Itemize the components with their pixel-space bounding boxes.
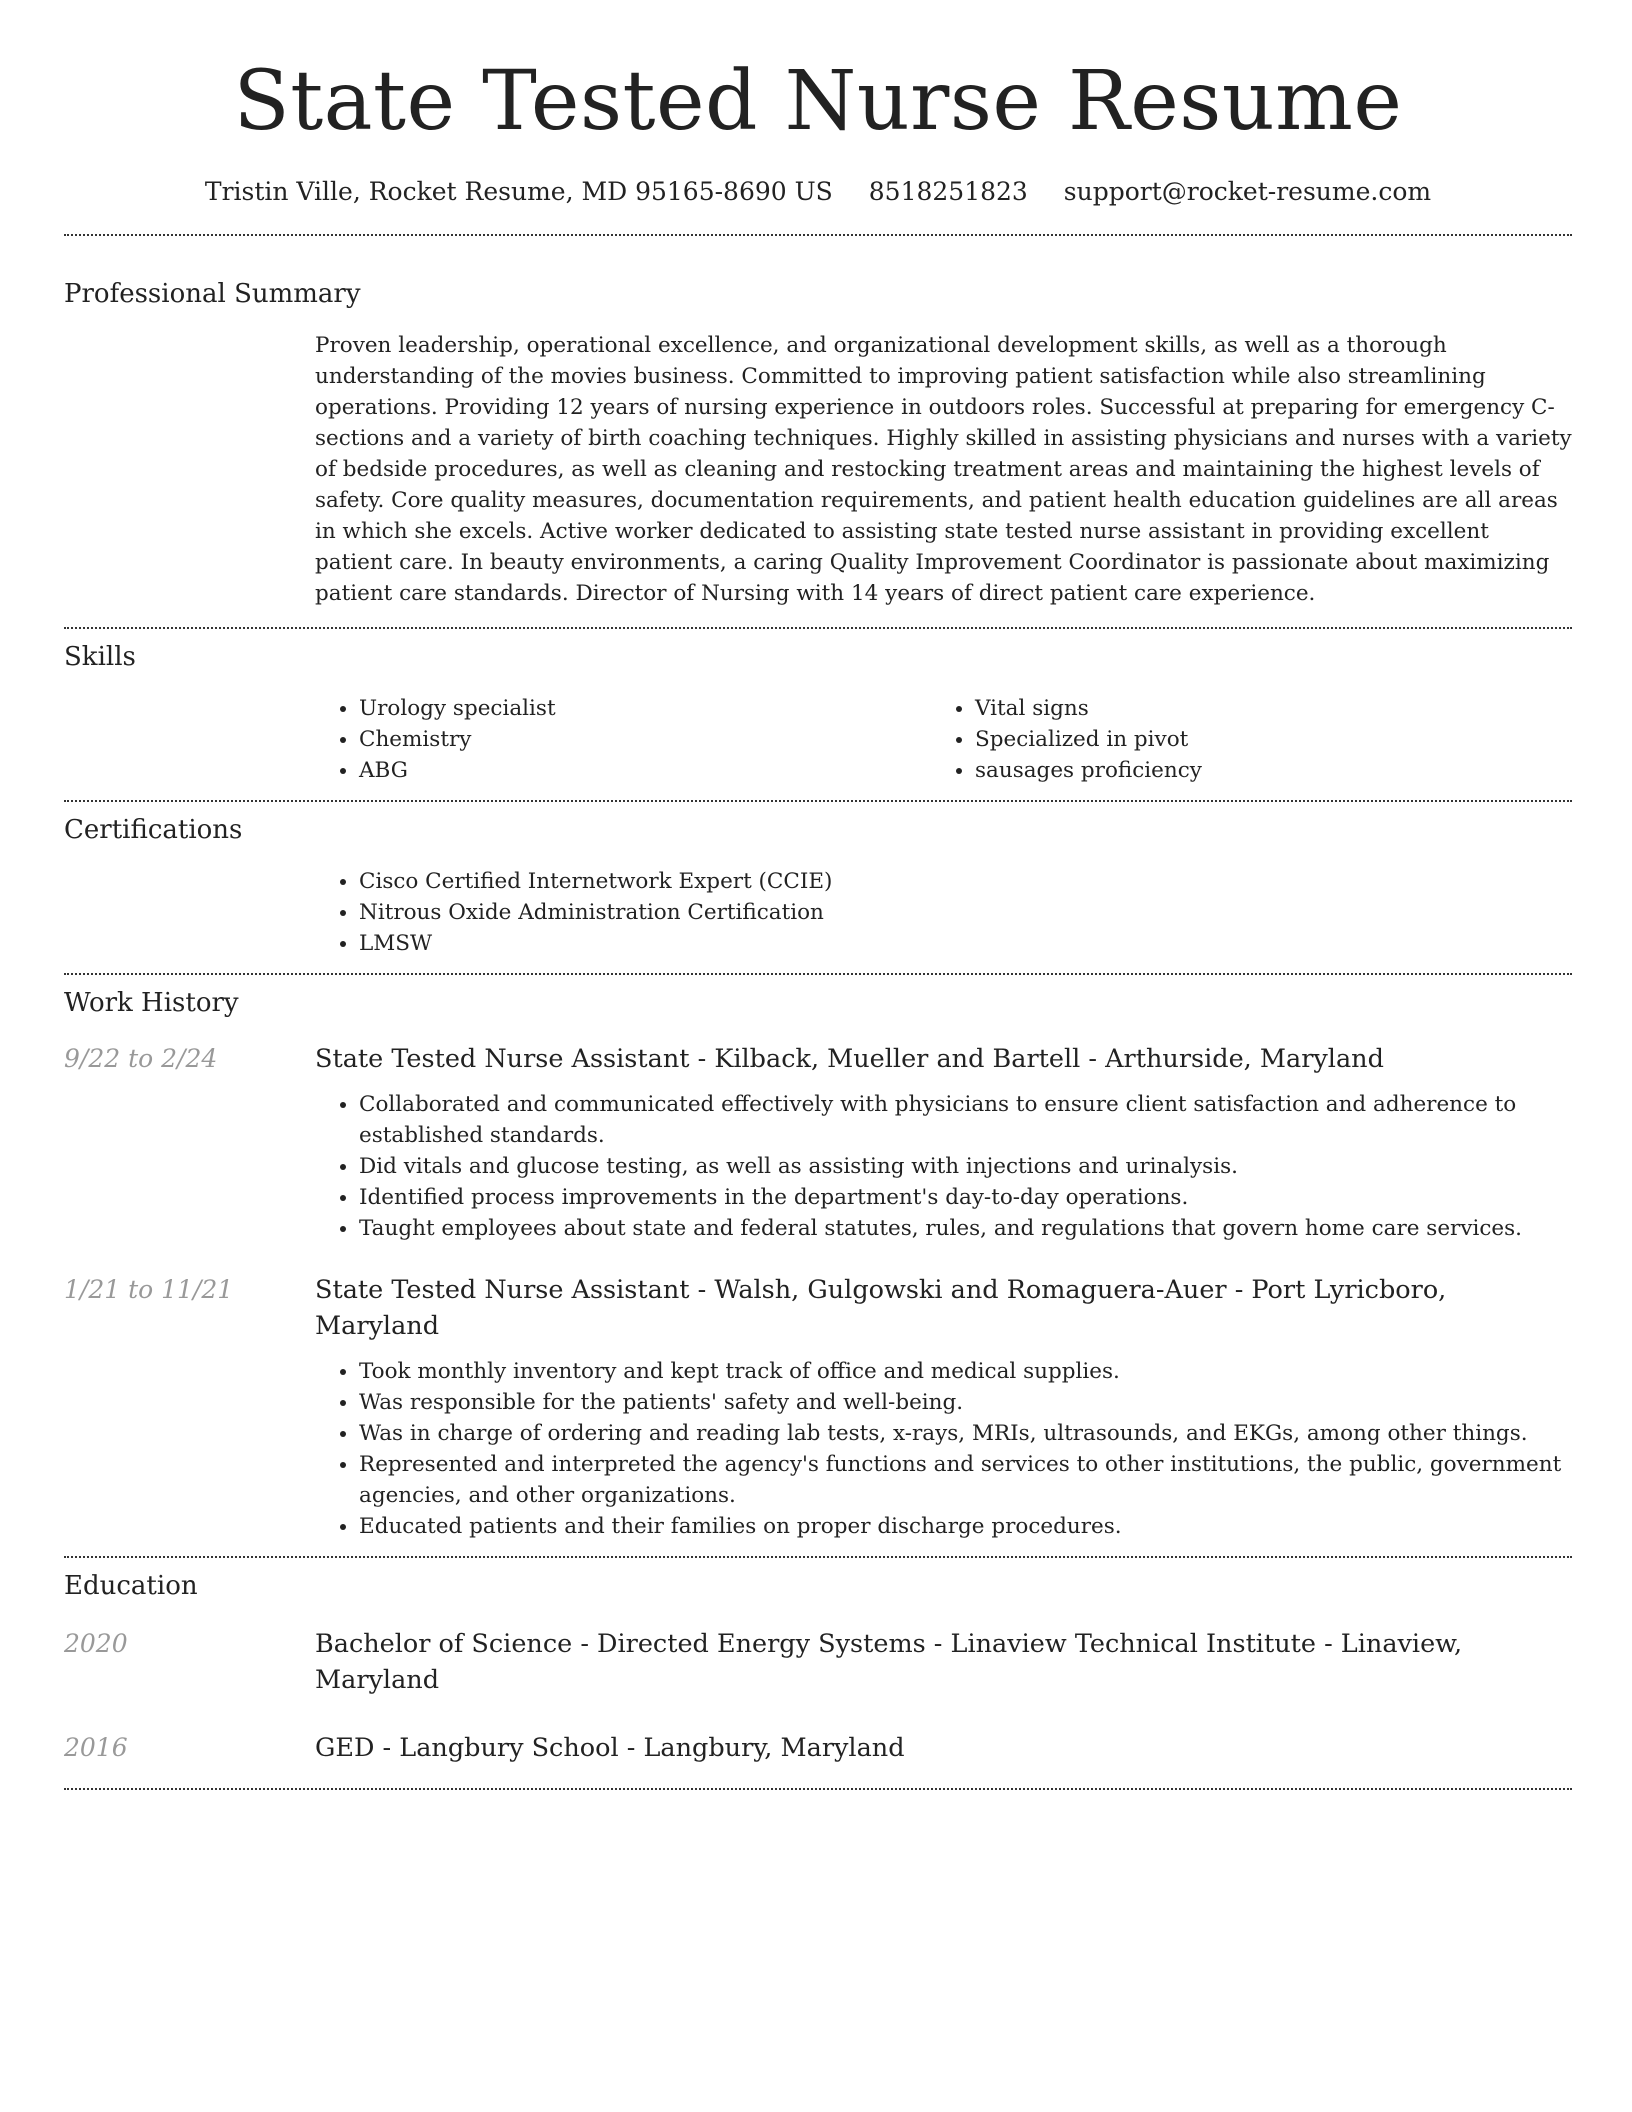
resume-title: State Tested Nurse Resume	[233, 54, 1403, 149]
skill-item: • Urology specialist	[359, 693, 931, 724]
contact-line	[64, 174, 1572, 210]
job-dates: 9/22 to 2/24	[64, 1044, 218, 1073]
education-year: 2016	[64, 1733, 128, 1762]
summary-heading: Professional Summary	[64, 279, 361, 309]
contact-phone: 8518251823	[868, 177, 1028, 206]
resume-page	[64, 0, 1572, 1790]
job-duty: • Represented and interpreted the agency's functions and services to other institutions, the public, government agencies, and other organizations.	[359, 1449, 1572, 1511]
skills-column-left	[315, 693, 931, 786]
job-duty: • Did vitals and glucose testing, as well as assisting with injections and urinalysis.	[359, 1151, 1572, 1182]
job-entry	[64, 1041, 1572, 1244]
education-entry	[64, 1730, 1572, 1766]
skills-heading: Skills	[64, 642, 136, 672]
divider	[64, 1788, 1572, 1790]
skill-item: • Chemistry	[359, 724, 931, 755]
certification-item: • Nitrous Oxide Administration Certification	[359, 897, 1572, 928]
skills-column-right	[931, 693, 1547, 786]
skill-item: • sausages proficiency	[975, 755, 1547, 786]
job-duty: • Taught employees about state and federal statutes, rules, and regulations that govern home care services.	[359, 1213, 1572, 1244]
skill-item: • ABG	[359, 755, 931, 786]
job-duties	[315, 1089, 1572, 1244]
skills-list	[315, 693, 1572, 786]
job-header	[64, 1041, 1572, 1077]
job-duties	[315, 1356, 1572, 1542]
job-duty: • Identified process improvements in the department's day-to-day operations.	[359, 1182, 1572, 1213]
certifications-section	[64, 812, 1572, 959]
summary-section	[64, 276, 1572, 609]
skill-item: • Vital signs	[975, 693, 1547, 724]
certification-item: • LMSW	[359, 928, 1572, 959]
education-section	[64, 1568, 1572, 1766]
education-entry	[64, 1626, 1572, 1698]
job-dates: 1/21 to 11/21	[64, 1275, 234, 1304]
divider	[64, 234, 1572, 236]
certification-item: • Cisco Certified Internetwork Expert (CCIE)	[359, 866, 1572, 897]
job-entry	[64, 1272, 1572, 1542]
job-duty: • Was in charge of ordering and reading lab tests, x-rays, MRIs, ultrasounds, and EKGs, among other things.	[359, 1418, 1572, 1449]
job-header	[64, 1272, 1572, 1344]
divider	[64, 627, 1572, 629]
education-detail: GED - Langbury School - Langbury, Maryland	[315, 1733, 905, 1763]
work-history-section	[64, 985, 1572, 1542]
certifications-heading: Certifications	[64, 815, 243, 845]
contact-email: support@rocket-resume.com	[1063, 177, 1432, 206]
job-title: State Tested Nurse Assistant - Kilback, Mueller and Bartell - Arthurside, Maryland	[315, 1044, 1384, 1074]
skill-item: • Specialized in pivot	[975, 724, 1547, 755]
certifications-list	[315, 866, 1572, 959]
divider	[64, 1556, 1572, 1558]
education-year: 2020	[64, 1629, 128, 1658]
work-history-heading: Work History	[64, 988, 239, 1018]
job-duty: • Took monthly inventory and kept track of office and medical supplies.	[359, 1356, 1572, 1387]
job-duty: • Was responsible for the patients' safety and well-being.	[359, 1387, 1572, 1418]
divider	[64, 800, 1572, 802]
education-heading: Education	[64, 1571, 198, 1601]
job-title: State Tested Nurse Assistant - Walsh, Gulgowski and Romaguera-Auer - Port Lyricboro, Maryland	[315, 1275, 1447, 1341]
divider	[64, 973, 1572, 975]
job-duty: • Educated patients and their families on proper discharge procedures.	[359, 1511, 1572, 1542]
skills-section	[64, 639, 1572, 786]
contact-address: Tristin Ville, Rocket Resume, MD 95165-8690 US	[204, 177, 833, 206]
education-detail: Bachelor of Science - Directed Energy Systems - Linaview Technical Institute - Linaview, Maryland	[315, 1629, 1463, 1695]
summary-text: Proven leadership, operational excellence, and organizational development skills, as well as a thorough understanding of the movies business. Committed to improving patient satisfaction while also streamlining operations. Providing 12 years of nursing experience in outdoors roles. Successful at preparing for emergency C-sections and a variety of birth coaching techniques. Highly skilled in assisting physicians and nurses with a variety of bedside procedures, as well as cleaning and restocking treatment areas and maintaining the highest levels of safety. Core quality measures, documentation requirements, and patient health education guidelines are all areas in which she excels. Active worker dedicated to assisting state tested nurse assistant in providing excellent patient care. In beauty environments, a caring Quality Improvement Coordinator is passionate about maximizing patient care standards. Director of Nursing with 14 years of direct patient care experience.	[315, 333, 1572, 606]
job-duty: • Collaborated and communicated effectively with physicians to ensure client satisfaction and adherence to established standards.	[359, 1089, 1572, 1151]
